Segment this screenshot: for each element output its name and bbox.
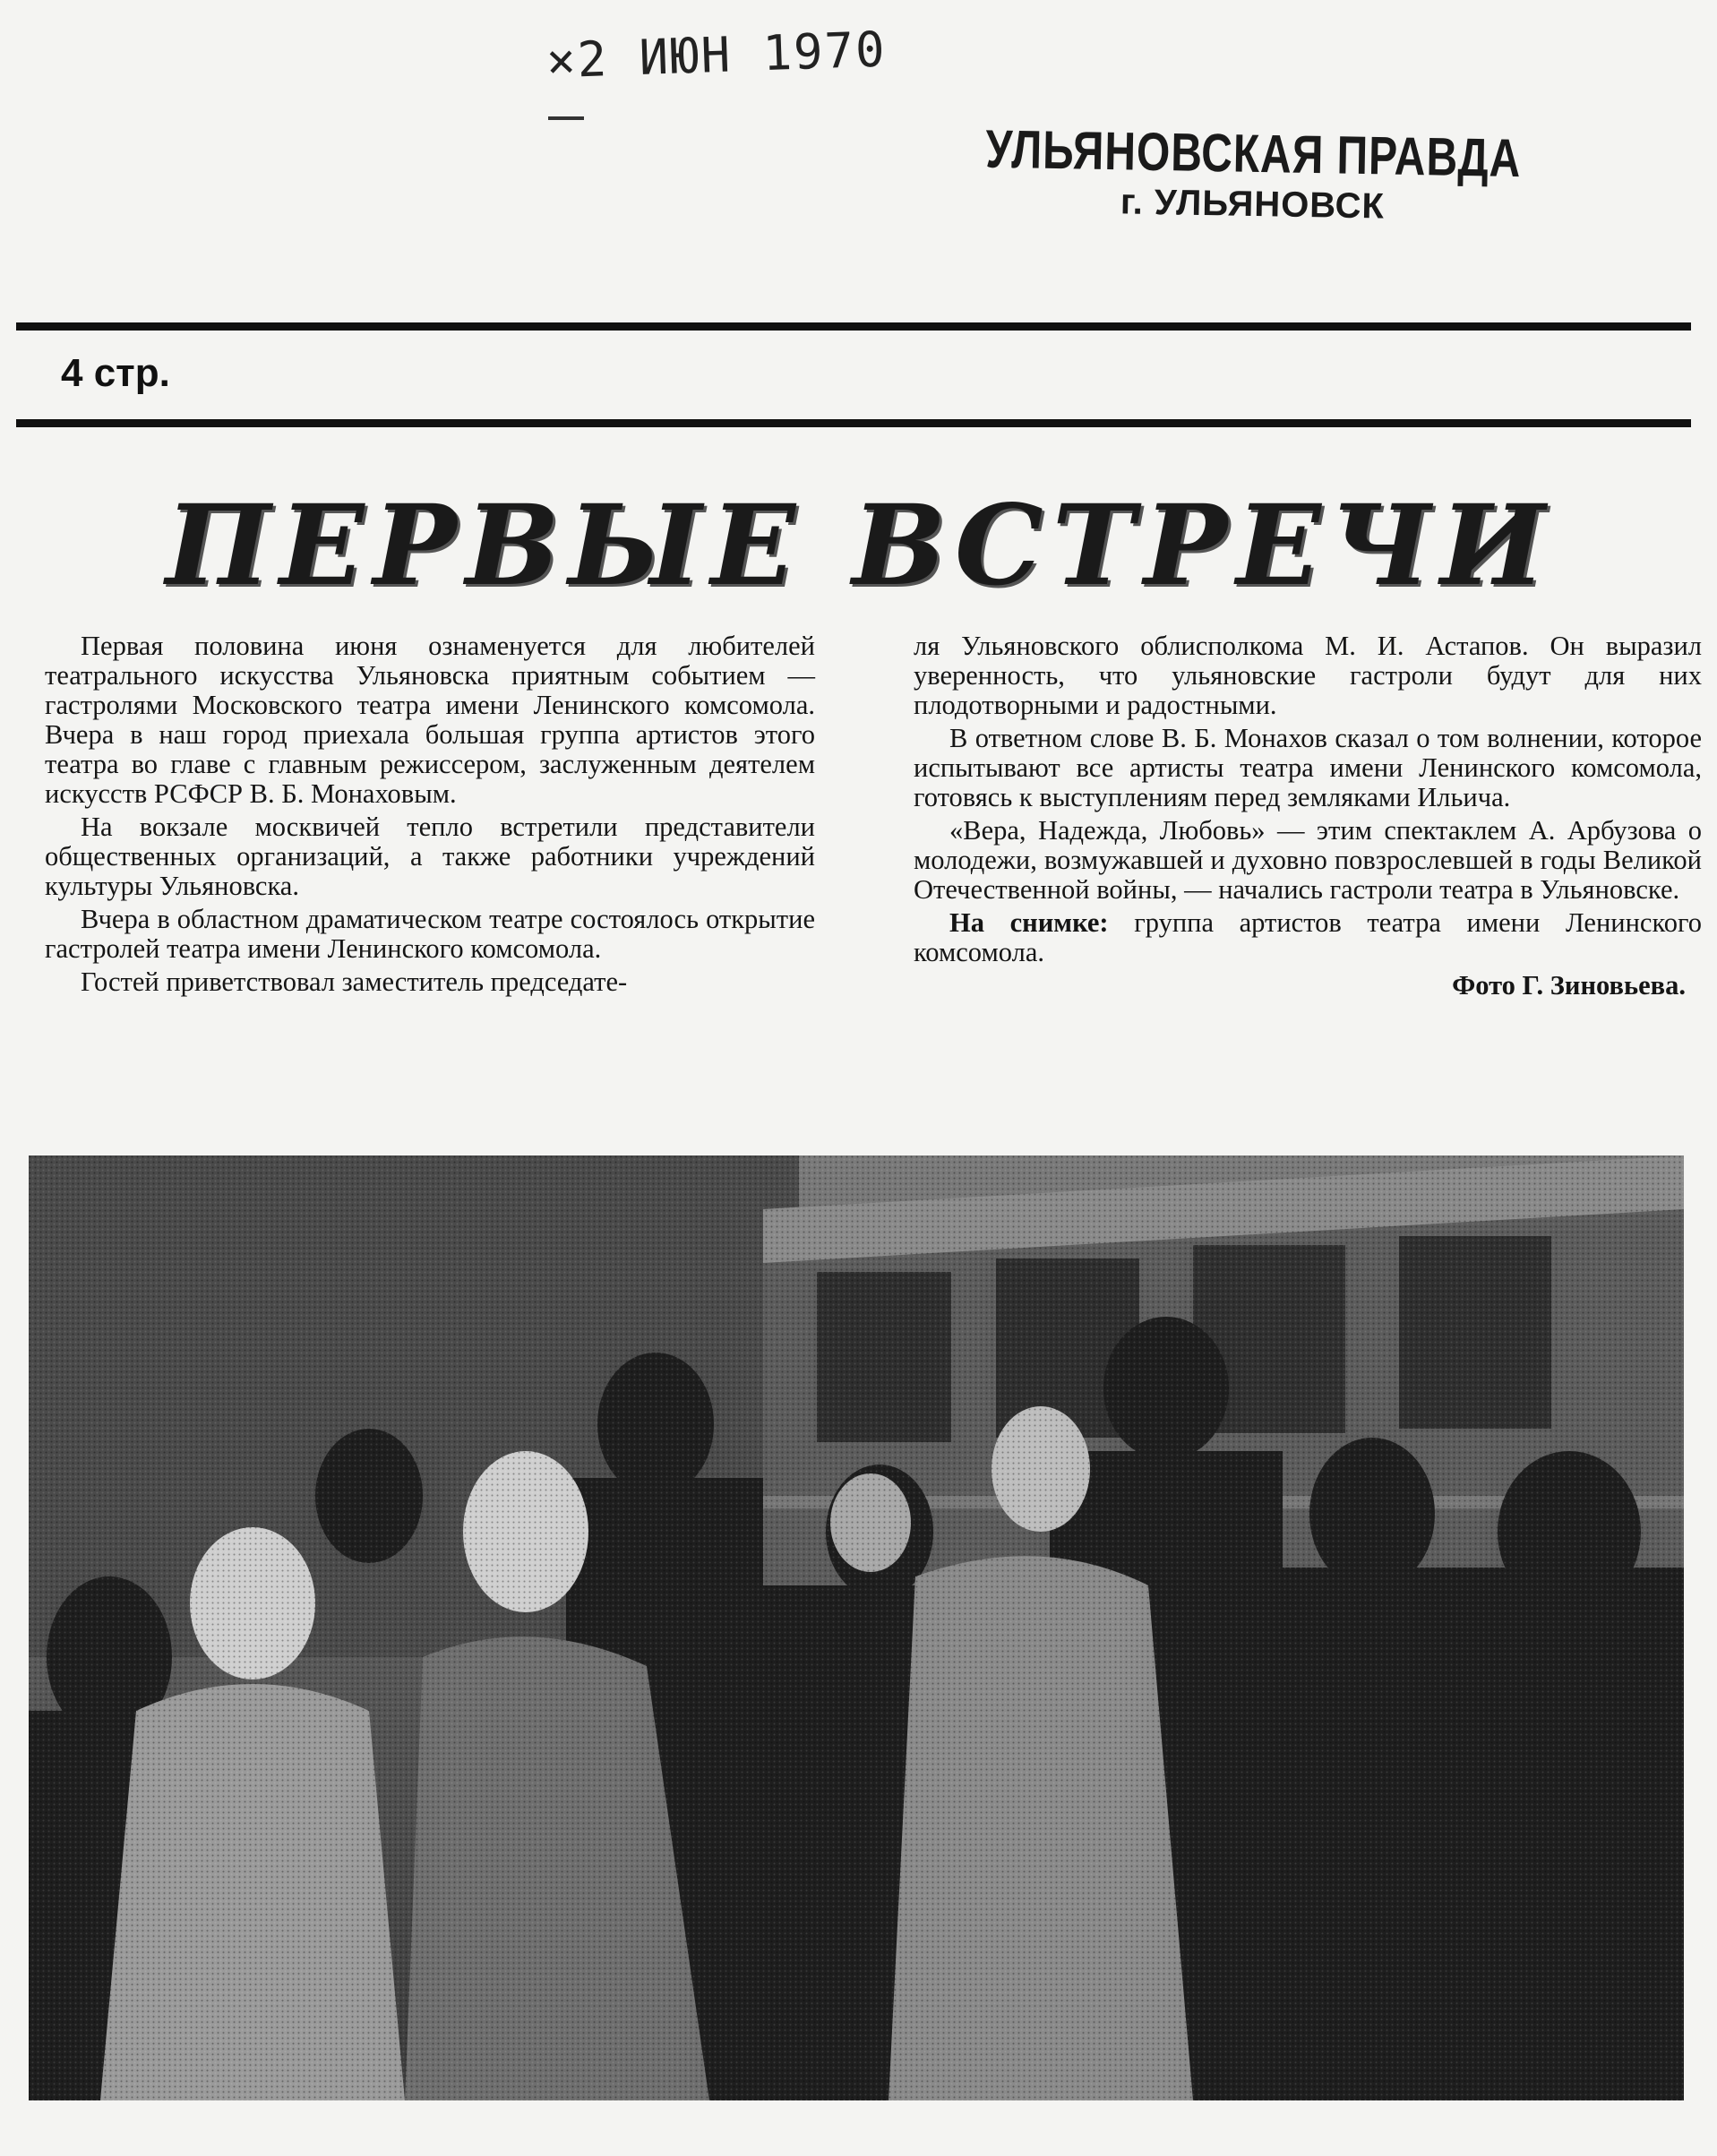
newspaper-name: УЛЬЯНОВСКАЯ ПРАВДА xyxy=(984,120,1523,189)
article-column-right xyxy=(914,631,1702,1001)
group-photo xyxy=(29,1155,1684,2100)
article-column-left xyxy=(45,631,815,997)
photo-caption xyxy=(914,908,1702,967)
caption-label: На снимке: xyxy=(949,907,1109,938)
date-stamp: ×2 ИЮН 1970 xyxy=(545,21,888,90)
paragraph: В ответном слове В. Б. Монахов сказал о том волнении, которое испытывают все артисты театра имени Ленинского комсомола, готовясь к выступлениям перед земляками Ильича. xyxy=(914,723,1702,812)
paragraph: Вчера в областном драматическом театре состоялось открытие гастролей театра имени Ленинского комсомола. xyxy=(45,904,815,964)
paragraph: Гостей приветствовал заместитель председате- xyxy=(81,966,628,997)
article-headline: ПЕРВЫЕ ВСТРЕЧИ xyxy=(165,481,1555,611)
paragraph: На вокзале москвичей тепло встретили представители общественных организаций, а также работники учреждений культуры Ульяновска. xyxy=(45,812,815,901)
caption-text: группа артистов театра имени Ленинского комсомола. xyxy=(914,907,1702,967)
paragraph: ля Ульяновского облисполкома М. И. Астапов. Он выразил уверенность, что ульяновские гастроли будут для них плодотворными и радостными. xyxy=(914,631,1702,720)
newspaper-stamp xyxy=(984,120,1523,229)
header-rule-bottom xyxy=(16,419,1691,427)
header-rule-top xyxy=(16,322,1691,331)
stamp-underline xyxy=(548,116,584,120)
newspaper-city: г. УЛЬЯНОВСК xyxy=(1120,182,1386,227)
paragraph: Первая половина июня ознаменуется для любителей театрального искусства Ульяновска приятным событием — гастролями Московского театра имени Ленинского комсомола. Вчера в наш город приехала большая группа артистов этого театра во главе с главным режиссером, заслуженным деятелем искусств РСФСР В. Б. Монаховым. xyxy=(45,631,815,809)
paragraph: «Вера, Надежда, Любовь» — этим спектаклем А. Арбузова о молодежи, возмужавшей и духовно повзрослевшей в годы Великой Отечественной войны, — начались гастроли театра в Ульяновске. xyxy=(914,815,1702,905)
page-number: 4 стр. xyxy=(61,351,170,395)
photo-credit: Фото Г. Зиновьева. xyxy=(1452,970,1686,1001)
